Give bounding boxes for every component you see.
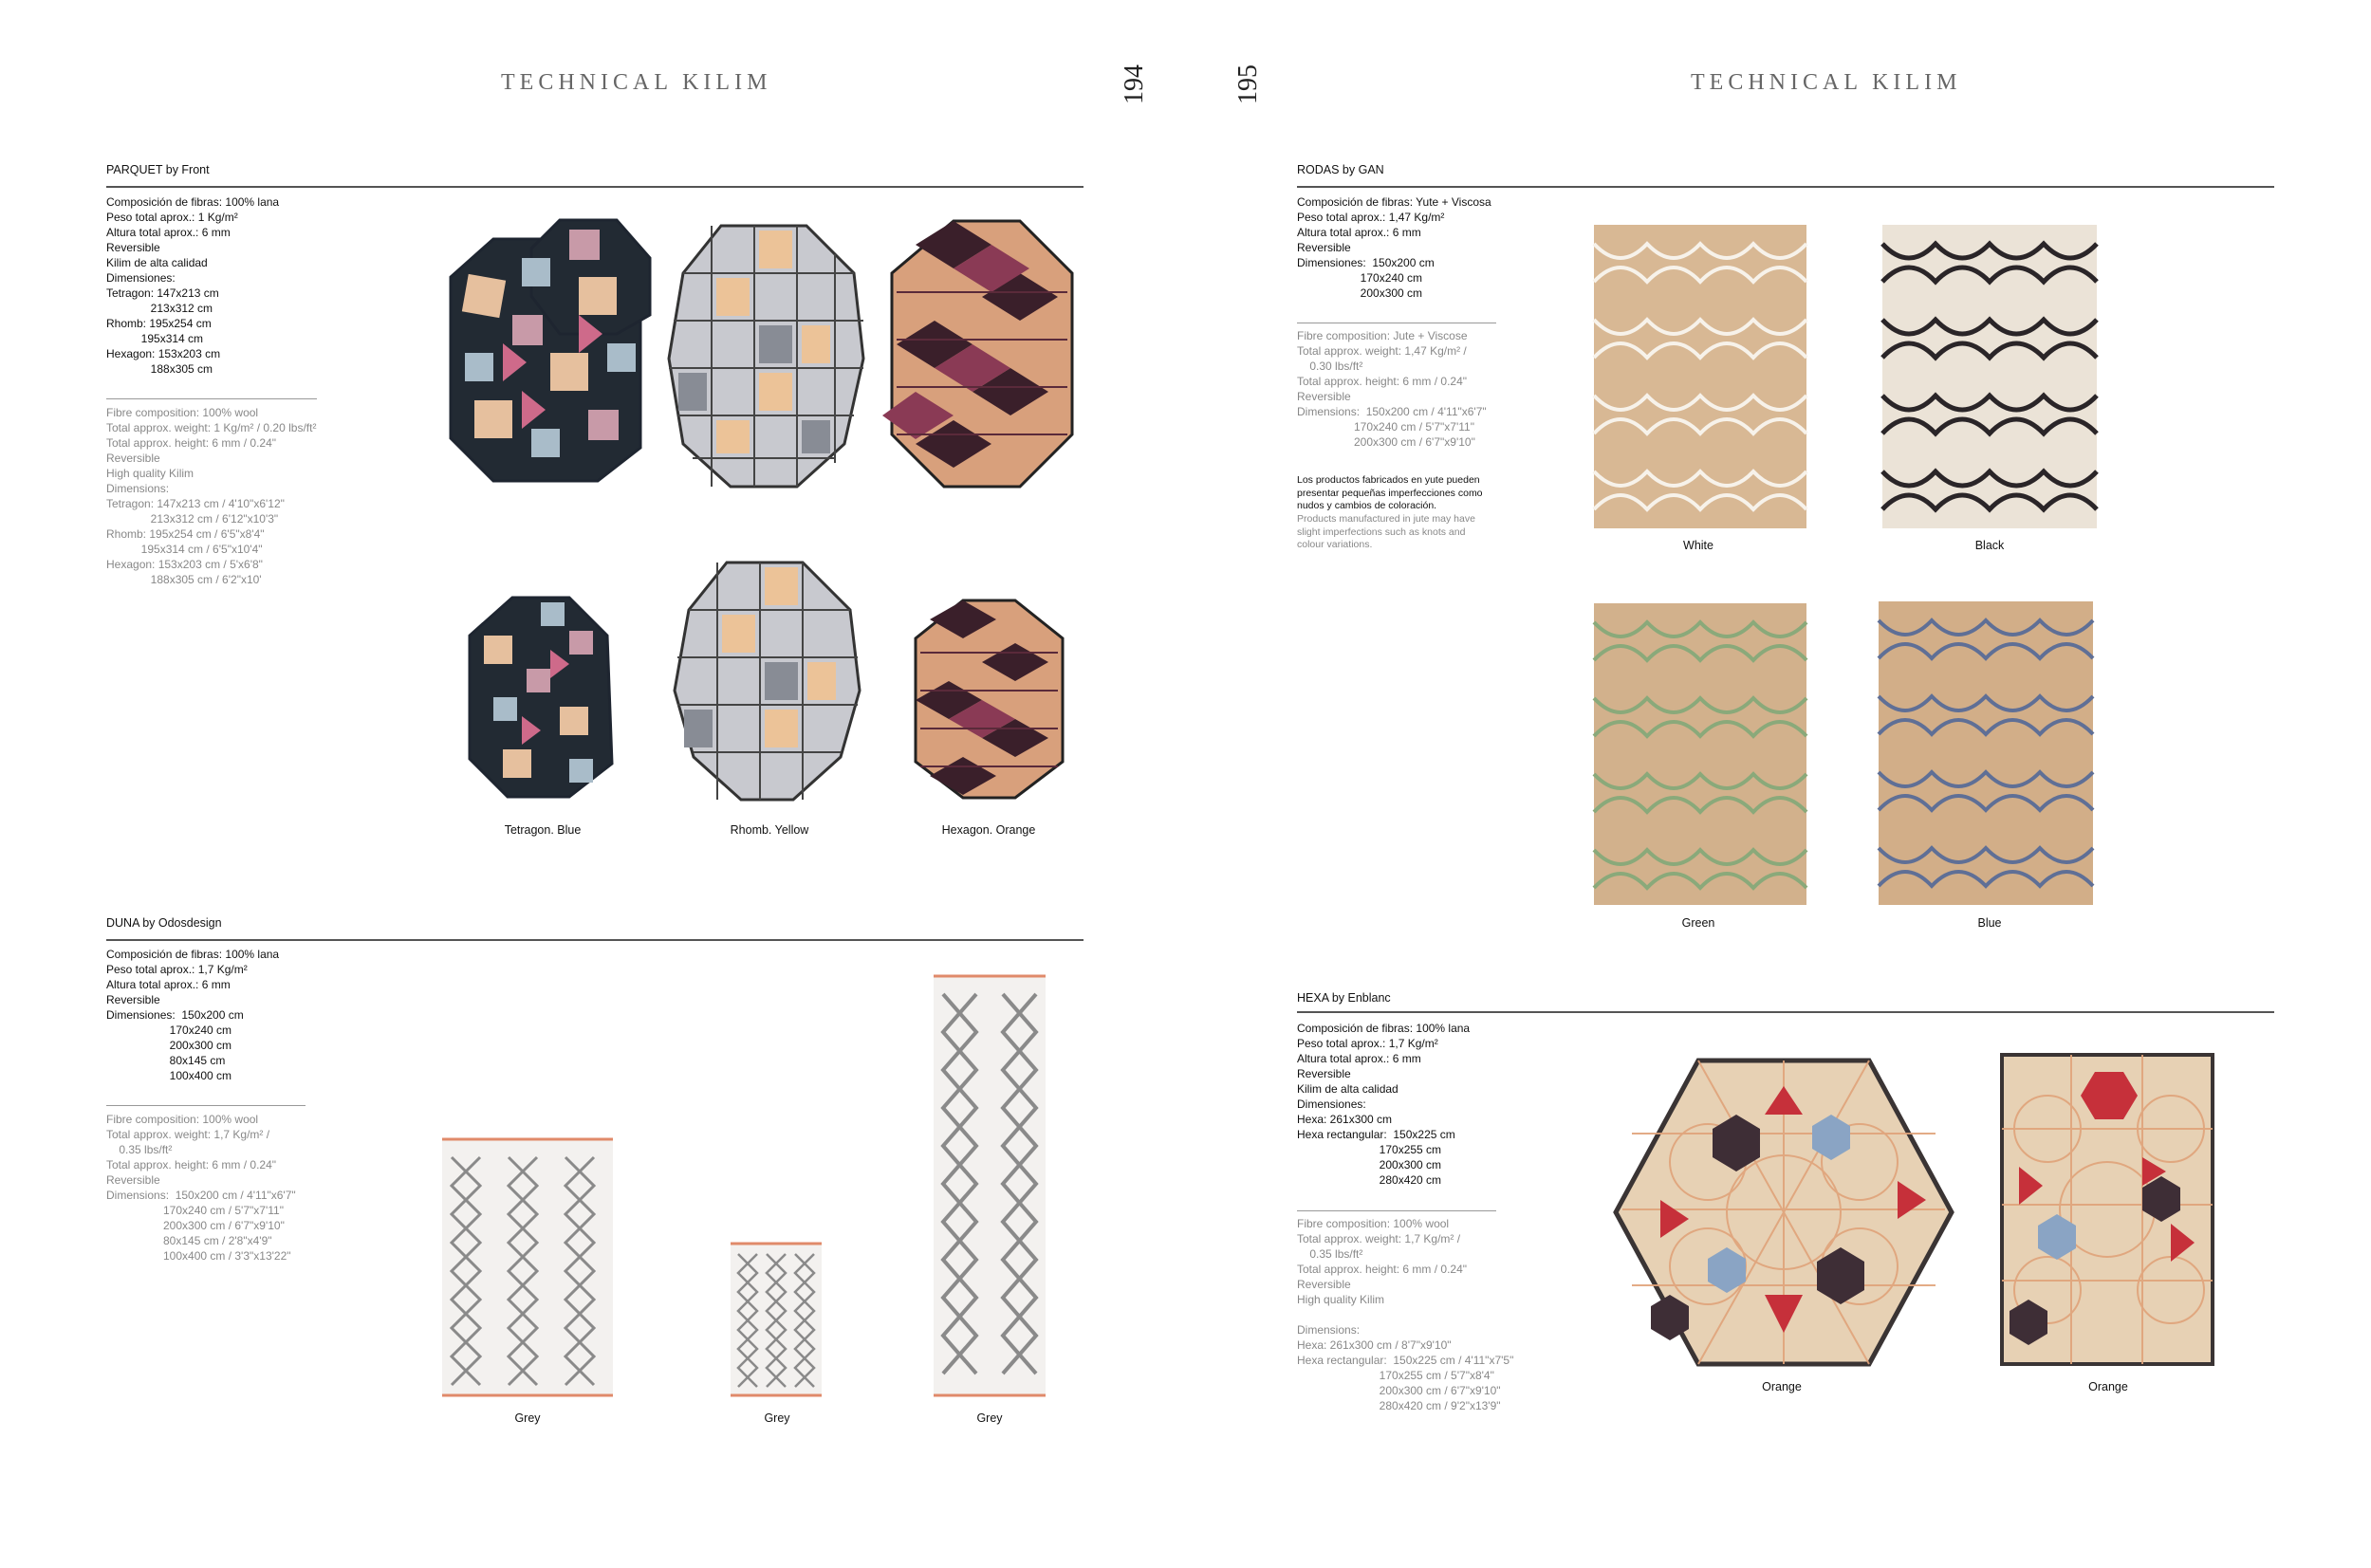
hexa-rug-rectangular bbox=[2000, 1053, 2214, 1366]
caption-duna-grey-2: Grey bbox=[764, 1411, 790, 1425]
caption-rodas-green: Green bbox=[1681, 916, 1715, 930]
hexa-rule bbox=[1297, 1011, 2274, 1013]
parquet-spec-en: Fibre composition: 100% wool Total approx. weight: 1 Kg/m² / 0.20 lbs/ft² Total approx. height: 6 mm / 0.24" Reversible High quality Kilim Dimensions: Tetragon: 147x213 cm / 4'10"x6'12" 213x312 cm / 6'12"x10'3" Rhomb: 195x254 cm / 6'5"x8'4" 195x314 cm / 6'5"x10'4" Hexagon: 153x203 cm / 5'x6'8" 188x305 cm / 6'2"x10' bbox=[106, 406, 317, 586]
parquet-spec-es: Composición de fibras: 100% lana Peso total aprox.: 1 Kg/m² Altura total aprox.: 6 mm Reversible Kilim de alta calidad Dimensiones: Tetragon: 147x213 cm 213x312 cm Rhomb: 195x254 cm 195x314 cm Hexagon: 153x203 cm 188x305 cm bbox=[106, 195, 280, 376]
left-page-header: TECHNICAL KILIM bbox=[501, 70, 772, 95]
caption-rodas-blue: Blue bbox=[1977, 916, 2002, 930]
caption-hexa-orange-1: Orange bbox=[1762, 1380, 1802, 1393]
parquet-divider bbox=[106, 398, 317, 399]
duna-title: DUNA by Odosdesign bbox=[106, 916, 222, 930]
rodas-spec-en: Fibre composition: Jute + Viscose Total approx. weight: 1,47 Kg/m² / 0.30 lbs/ft² Total approx. height: 6 mm / 0.24" Reversible Dimensions: 150x200 cm / 4'11"x6'7" 170x240 cm / 5'7"x7'11" 200x300 cm / 6'7"x9'10" bbox=[1297, 329, 1487, 449]
parquet-hexagon-small-rug bbox=[911, 596, 1067, 802]
caption-tetragon-blue: Tetragon. Blue bbox=[504, 823, 582, 837]
hexa-spec-en: Fibre composition: 100% wool Total approx. weight: 1,7 Kg/m² / 0.35 lbs/ft² Total approx. height: 6 mm / 0.24" Reversible High quality Kilim Dimensions: Hexa: 261x300 cm / 8'7"x9'10" Hexa rectangular: 150x225 cm / 4'11"x7'5" 170x255 cm / 5'7"x8'4" 200x300 cm / 6'7"x9'10" 280x420 cm / 9'2"x13'9" bbox=[1297, 1217, 1514, 1412]
rodas-note-es: Los productos fabricados en yute pueden presentar pequeñas imperfecciones como nudos y cambios de coloración. bbox=[1297, 474, 1483, 511]
rodas-spec-es: Composición de fibras: Yute + Viscosa Peso total aprox.: 1,47 Kg/m² Altura total aprox.: 6 mm Reversible Dimensiones: 150x200 cm 170x240 cm 200x300 cm bbox=[1297, 195, 1491, 300]
duna-spec-en: Fibre composition: 100% wool Total approx. weight: 1,7 Kg/m² / 0.35 lbs/ft² Total approx. height: 6 mm / 0.24" Reversible Dimensions: 150x200 cm / 4'11"x6'7" 170x240 cm / 5'7"x7'11" 200x300 cm / 6'7"x9'10" 80x145 cm / 2'8"x4'9" 100x400 cm / 3'3"x13'22" bbox=[106, 1113, 296, 1263]
duna-rule bbox=[106, 939, 1084, 941]
parquet-rhomb-small-rug bbox=[670, 558, 864, 804]
rodas-title: RODAS by GAN bbox=[1297, 163, 1384, 176]
rodas-rule bbox=[1297, 186, 2274, 188]
duna-rug-large bbox=[442, 1138, 613, 1396]
duna-rug-runner bbox=[934, 975, 1046, 1396]
parquet-title: PARQUET by Front bbox=[106, 163, 210, 176]
left-page-number: 194 bbox=[1120, 65, 1149, 104]
right-page-header: TECHNICAL KILIM bbox=[1691, 70, 1962, 95]
parquet-rhomb-large-rug bbox=[664, 216, 868, 491]
parquet-tetragon-large-rug bbox=[436, 220, 655, 486]
rodas-rug-green bbox=[1594, 603, 1806, 905]
caption-hexagon-orange: Hexagon. Orange bbox=[941, 823, 1036, 837]
caption-rodas-white: White bbox=[1683, 539, 1713, 552]
parquet-tetragon-small-rug bbox=[465, 593, 617, 802]
hexa-title: HEXA by Enblanc bbox=[1297, 991, 1391, 1005]
hexa-spec-es: Composición de fibras: 100% lana Peso total aprox.: 1,7 Kg/m² Altura total aprox.: 6 mm Reversible Kilim de alta calidad Dimensiones: Hexa: 261x300 cm Hexa rectangular: 150x225 cm 170x255 cm 200x300 cm 280x420 cm bbox=[1297, 1022, 1471, 1187]
caption-rodas-black: Black bbox=[1974, 539, 2005, 552]
caption-hexa-orange-2: Orange bbox=[2088, 1380, 2128, 1393]
rodas-rug-blue bbox=[1879, 601, 2093, 905]
rodas-rug-black bbox=[1882, 225, 2097, 528]
right-page-number: 195 bbox=[1233, 65, 1263, 104]
duna-divider bbox=[106, 1105, 306, 1106]
rodas-note-en: Products manufactured in jute may have slight imperfections such as knots and colour variations. bbox=[1297, 513, 1475, 550]
parquet-hexagon-large-rug bbox=[887, 216, 1077, 491]
caption-duna-grey-3: Grey bbox=[976, 1411, 1003, 1425]
hexa-rug-hexagon bbox=[1613, 1058, 1954, 1367]
caption-duna-grey-1: Grey bbox=[514, 1411, 541, 1425]
duna-spec-es: Composición de fibras: 100% lana Peso total aprox.: 1,7 Kg/m² Altura total aprox.: 6 mm Reversible Dimensiones: 150x200 cm 170x240 cm 200x300 cm 80x145 cm 100x400 cm bbox=[106, 948, 280, 1082]
duna-rug-small bbox=[731, 1243, 822, 1396]
caption-rhomb-yellow: Rhomb. Yellow bbox=[730, 823, 809, 837]
rodas-rug-white bbox=[1594, 225, 1806, 528]
hexa-divider bbox=[1297, 1210, 1496, 1211]
parquet-rule bbox=[106, 186, 1084, 188]
